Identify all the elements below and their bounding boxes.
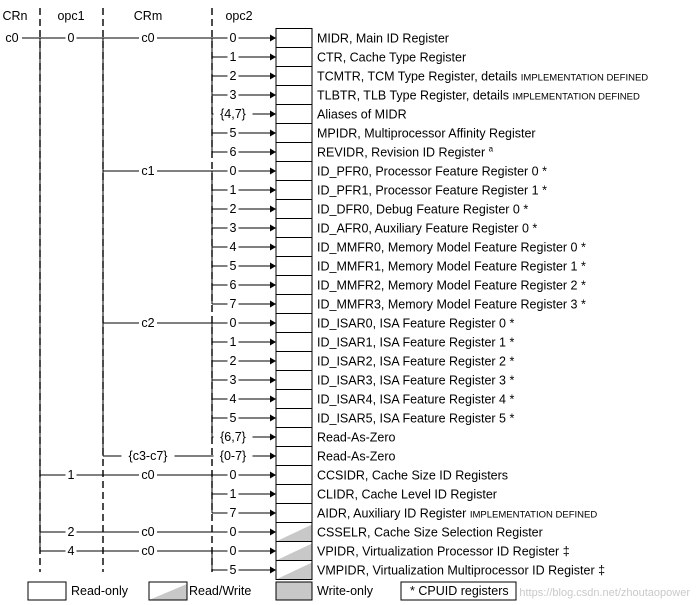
legend-wo-box [276,582,312,600]
register-box-25 [276,504,312,523]
register-name-text: ID_ISAR2, ISA Feature Register 2 * [317,354,515,369]
crm-label-0: c0 [141,31,155,45]
arrow-head-24 [270,491,276,498]
register-name-text: ID_ISAR0, ISA Feature Register 0 * [317,316,515,331]
opc2-label-21: {6,7} [220,430,246,444]
opc2-label-22: {0-7} [219,449,247,463]
register-name-17 [317,355,514,369]
opc2-label-20: 5 [229,411,237,425]
arrow-head-8 [270,187,276,194]
register-name-text: TLBTR, TLB Type Register, details [317,88,513,103]
register-name-26 [317,526,543,540]
register-name-23 [317,469,508,483]
register-box-13 [276,276,312,295]
register-box-1 [276,48,312,67]
register-name-text: ID_ISAR3, ISA Feature Register 3 * [317,373,515,388]
register-box-15 [276,314,312,333]
register-box-10 [276,219,312,238]
register-box-0 [276,29,312,48]
opc2-label-28: 5 [229,563,237,577]
watermark: https://blog.csdn.net/zhoutaopower [519,587,690,599]
register-name-suffix: a [488,144,494,154]
register-name-text: ID_DFR0, Debug Feature Register 0 * [317,202,529,217]
register-box-2 [276,67,312,86]
register-name-suffix: IMPLEMENTATION DEFINED [512,91,640,103]
register-box-21 [276,428,312,447]
arrow-head-26 [270,529,276,536]
crm-label-5: c0 [141,525,155,539]
opc2-label-16: 1 [229,335,237,349]
register-name-text: ID_MMFR0, Memory Model Feature Register 0 * [317,240,586,255]
register-box-11 [276,238,312,257]
register-box-14 [276,295,312,314]
register-name-15 [317,317,514,331]
register-box-23 [276,466,312,485]
register-name-text: REVIDR, Revision ID Register [317,145,489,160]
arrow-head-20 [270,415,276,422]
register-name-6 [317,145,494,160]
register-name-28 [317,564,605,578]
register-name-4 [317,108,407,122]
register-name-text: CLIDR, Cache Level ID Register [317,487,497,502]
register-name-text: CTR, Cache Type Register [317,50,467,65]
arrow-head-25 [270,510,276,517]
register-name-0 [317,32,449,46]
opc1-label-2: 2 [67,525,75,539]
arrow-head-23 [270,472,276,479]
register-name-text: MIDR, Main ID Register [317,31,449,46]
arrow-head-19 [270,396,276,403]
opc2-label-5: 5 [229,126,237,140]
legend-ro-label: Read-only [71,584,128,598]
register-name-text: VMPIDR, Virtualization Multiprocessor ID Register ‡ [317,563,606,578]
register-name-suffix: IMPLEMENTATION DEFINED [520,72,649,84]
arrow-head-28 [270,567,276,574]
crm-label-1: c1 [141,164,155,178]
register-name-9 [317,203,528,217]
legend-ro-box [28,582,66,600]
register-name-text: ID_PFR0, Processor Feature Register 0 * [317,164,547,179]
register-box-24 [276,485,312,504]
register-name-text: ID_MMFR3, Memory Model Feature Register 3 * [317,297,586,312]
arrow-head-4 [270,111,276,118]
header-opc1: opc1 [57,9,85,23]
register-box-20 [276,409,312,428]
arrow-head-16 [270,339,276,346]
arrow-head-12 [270,263,276,270]
opc2-label-3: 3 [229,88,237,102]
register-name-text: AIDR, Auxiliary ID Register [317,506,470,521]
register-name-27 [317,545,570,559]
arrow-head-18 [270,377,276,384]
register-name-2 [317,70,648,84]
opc2-label-27: 0 [229,544,237,558]
arrow-head-17 [270,358,276,365]
register-box-19 [276,390,312,409]
arrow-head-3 [270,92,276,99]
opc1-label-1: 1 [67,468,75,482]
register-name-text: ID_MMFR1, Memory Model Feature Register 1 * [317,259,586,274]
arrow-head-22 [270,453,276,460]
register-name-text: CSSELR, Cache Size Selection Register [317,525,543,540]
opc2-label-2: 2 [229,69,237,83]
crm-label-6: c0 [141,544,155,558]
crm-label-2: c2 [141,316,155,330]
register-name-suffix: IMPLEMENTATION DEFINED [469,509,598,521]
register-name-19 [317,393,514,407]
opc2-label-9: 2 [229,202,237,216]
register-box-9 [276,200,312,219]
arrow-head-21 [270,434,276,441]
arrow-head-1 [270,54,276,61]
register-name-10 [317,222,537,236]
register-name-14 [317,298,586,312]
register-name-1 [317,51,466,65]
arrow-head-11 [270,244,276,251]
register-name-text: ID_ISAR1, ISA Feature Register 1 * [317,335,515,350]
arrow-head-27 [270,548,276,555]
opc2-label-4: {4,7} [220,107,246,121]
opc2-label-13: 6 [229,278,237,292]
register-name-text: Read-As-Zero [317,449,396,464]
arrow-head-7 [270,168,276,175]
arrow-head-13 [270,282,276,289]
register-box-22 [276,447,312,466]
register-box-12 [276,257,312,276]
register-box-4 [276,105,312,124]
register-box-8 [276,181,312,200]
opc2-label-24: 1 [229,487,237,501]
opc2-label-25: 7 [229,506,237,520]
opc2-label-18: 3 [229,373,237,387]
register-name-12 [317,260,586,274]
register-name-5 [317,127,536,141]
register-name-20 [317,412,514,426]
opc2-label-14: 7 [229,297,237,311]
header-crn: CRn [2,9,28,23]
crm-label-3: {c3-c7} [128,449,168,463]
opc2-label-7: 0 [229,164,237,178]
arrow-head-9 [270,206,276,213]
register-name-21 [317,431,396,445]
opc2-label-8: 1 [229,183,237,197]
register-name-text: ID_AFR0, Auxiliary Feature Register 0 * [317,221,538,236]
register-name-11 [317,241,586,255]
register-box-16 [276,333,312,352]
arrow-head-6 [270,149,276,156]
register-name-24 [317,488,497,502]
register-name-3 [317,89,640,103]
arrow-head-2 [270,73,276,80]
register-box-6 [276,143,312,162]
register-name-text: ID_ISAR5, ISA Feature Register 5 * [317,411,515,426]
register-name-18 [317,374,514,388]
arrow-head-10 [270,225,276,232]
register-name-text: VPIDR, Virtualization Processor ID Register ‡ [317,544,570,559]
register-box-5 [276,124,312,143]
legend-rw-label: Read/Write [189,584,252,598]
register-box-18 [276,371,312,390]
arrow-head-5 [270,130,276,137]
opc1-label-3: 4 [67,544,75,558]
register-name-8 [317,184,547,198]
arrow-head-14 [270,301,276,308]
arrow-head-15 [270,320,276,327]
register-name-text: Read-As-Zero [317,430,396,445]
register-name-text: CCSIDR, Cache Size ID Registers [317,468,509,483]
register-name-text: Aliases of MIDR [317,107,407,122]
register-name-text: ID_PFR1, Processor Feature Register 1 * [317,183,547,198]
header-crm: CRm [133,9,163,23]
register-name-13 [317,279,586,293]
register-name-16 [317,336,514,350]
opc2-label-23: 0 [229,468,237,482]
register-box-3 [276,86,312,105]
opc2-label-19: 4 [229,392,237,406]
register-box-17 [276,352,312,371]
register-name-text: ID_MMFR2, Memory Model Feature Register 2 * [317,278,586,293]
opc2-label-15: 0 [229,316,237,330]
opc2-label-10: 3 [229,221,237,235]
register-name-text: ID_ISAR4, ISA Feature Register 4 * [317,392,515,407]
register-name-22 [317,450,396,464]
opc2-label-12: 5 [229,259,237,273]
register-name-7 [317,165,547,179]
opc2-label-6: 6 [229,145,237,159]
register-box-7 [276,162,312,181]
legend-wo-label: Write-only [317,584,374,598]
arrow-head-0 [270,35,276,42]
legend-cpuid-label: * CPUID registers [410,584,509,598]
register-name-text: MPIDR, Multiprocessor Affinity Register [317,126,536,141]
opc2-label-11: 4 [229,240,237,254]
opc2-label-17: 2 [229,354,237,368]
opc1-label-0: 0 [67,31,75,45]
crn-value: c0 [5,31,19,45]
header-opc2: opc2 [225,9,253,23]
opc2-label-0: 0 [229,31,237,45]
register-name-text: TCMTR, TCM Type Register, details [317,69,521,84]
crm-label-4: c0 [141,468,155,482]
register-name-25 [317,507,597,521]
opc2-label-1: 1 [229,50,237,64]
opc2-label-26: 0 [229,525,237,539]
